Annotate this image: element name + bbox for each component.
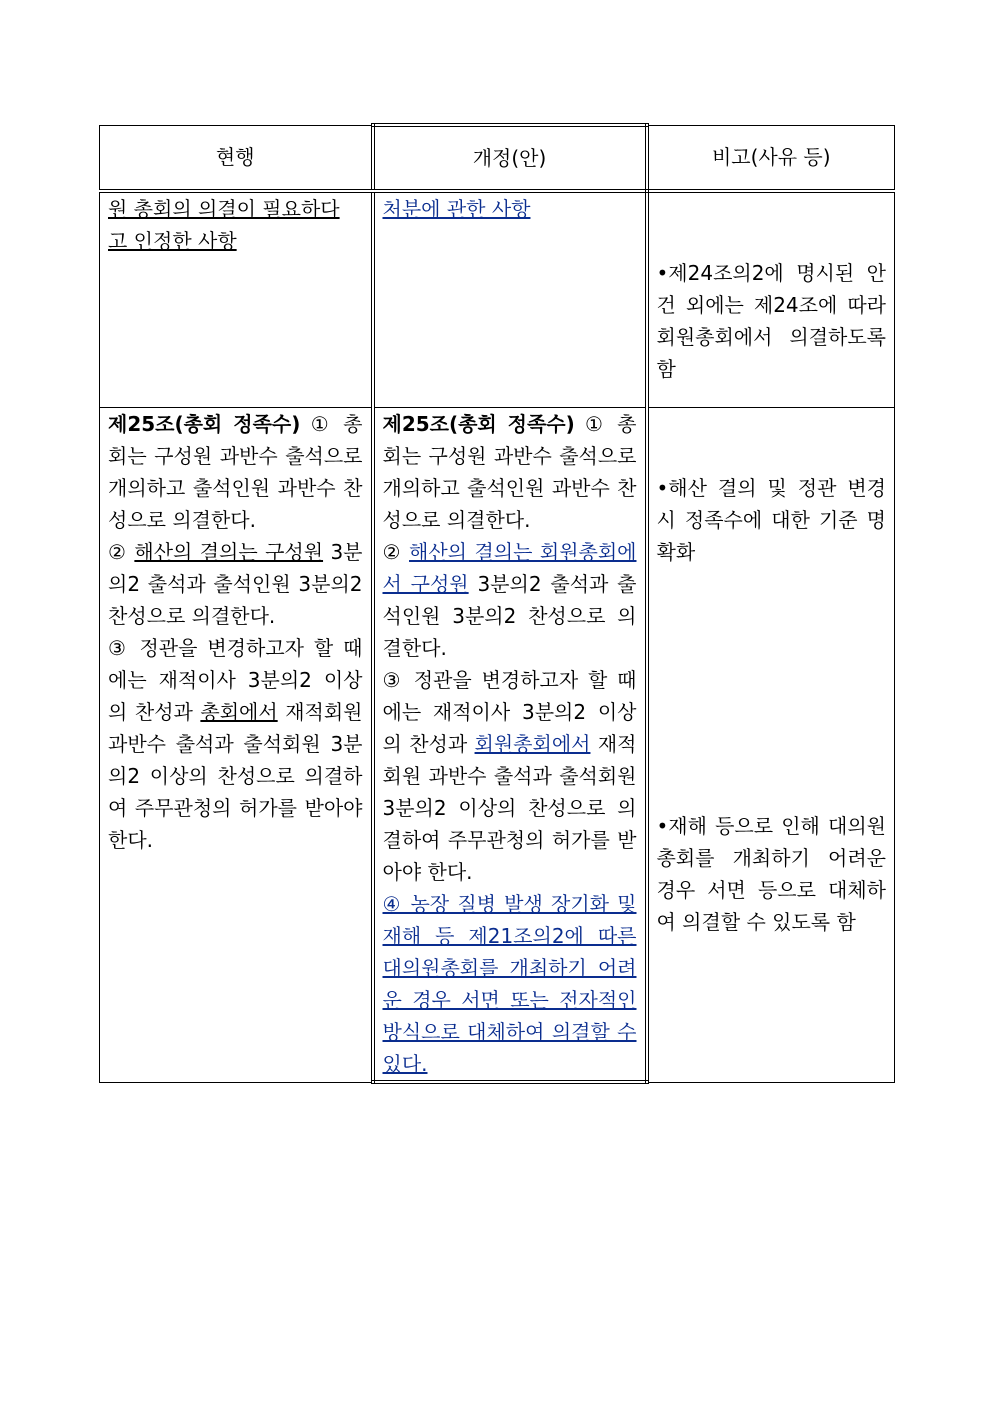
article-text: ③ 정관을 변경하고자 할 때에는 재적이사 3분의2 이상의 찬성과: [108, 636, 363, 724]
article-paragraph-1: [108, 408, 363, 536]
current-text-line: 원 총회의 의결이 필요하다: [108, 197, 340, 221]
article-paragraph-1: [383, 408, 637, 536]
current-cell: [100, 408, 373, 1083]
article-text: ③ 정관을 변경하고자 할 때에는 재적이사 3분의2 이상의 찬성과: [382, 668, 637, 756]
article-title: 제25조(총회 정족수): [382, 412, 575, 436]
current-text-line: 고 인정한 사항: [108, 229, 237, 253]
remarks-note: •제24조의2에 명시된 안건 외에는 제24조에 따라 회원총회에서 의결하도록 함: [656, 261, 886, 381]
underlined-text: 해산의 결의는 구성원: [134, 540, 324, 564]
remarks-note: •해산 결의 및 정관 변경시 정족수에 대한 기준 명확화: [656, 476, 886, 564]
article-text: ① 총회는 구성원 과반수 출석으로 개의하고 출석인원 과반수 찬성으로 의결한다.: [382, 412, 637, 532]
underlined-text: 총회에서: [200, 700, 278, 724]
article-paragraph-3: [383, 664, 637, 888]
spacer: [657, 568, 887, 810]
comparison-table: [99, 123, 895, 1084]
table-header-row: [100, 125, 895, 191]
header-current: 현행: [100, 125, 373, 191]
revised-underlined-text: 해산의 결의는 회원총회에서 구성원: [382, 540, 637, 596]
table-row: [100, 191, 895, 408]
header-revised: 개정(안): [373, 125, 647, 191]
article-text: 3분의2 출석과 출석인원 3분의2 찬성으로 의결한다.: [108, 540, 363, 628]
table-row: [100, 408, 895, 1083]
remarks-cell: [647, 408, 895, 1083]
remarks-cell: [647, 191, 895, 408]
revised-text: 처분에 관한 사항: [382, 197, 531, 221]
current-cell: [100, 191, 373, 408]
header-remarks: 비고(사유 등): [647, 125, 895, 191]
revised-underlined-text: 회원총회에서: [474, 732, 591, 756]
article-text: ① 총회는 구성원 과반수 출석으로 개의하고 출석인원 과반수 찬성으로 의결한다.: [108, 412, 363, 532]
article-paragraph-3: [108, 632, 363, 856]
article-text: 재적회원 과반수 출석과 출석회원 3분의2 이상의 찬성으로 의결하여 주무관청의 허가를 받아야 한다.: [108, 700, 363, 852]
article-text: ②: [108, 540, 135, 564]
revised-cell: [373, 408, 647, 1083]
article-title: 제25조(총회 정족수): [108, 412, 301, 436]
remarks-note: •재해 등으로 인해 대의원총회를 개최하기 어려운 경우 서면 등으로 대체하여 의결할 수 있도록 함: [656, 814, 886, 934]
article-paragraph-2: [108, 536, 363, 632]
spacer: [657, 408, 887, 472]
article-text: ②: [382, 540, 410, 564]
article-paragraph-2: [383, 536, 637, 664]
spacer: [657, 193, 887, 257]
article-text: 3분의2 출석과 출석인원 3분의2 찬성으로 의결한다.: [382, 572, 637, 660]
revised-cell: [373, 191, 647, 408]
article-paragraph-4: ④ 농장 질병 발생 장기화 및 재해 등 제21조의2에 따른 대의원총회를 개최하기 어려운 경우 서면 또는 전자적인 방식으로 대체하여 의결할 수 있다.: [382, 892, 637, 1076]
article-text: 재적회원 과반수 출석과 출석회원 3분의2 이상의 찬성으로 의결하여 주무관청의 허가를 받아야 한다.: [382, 732, 637, 884]
